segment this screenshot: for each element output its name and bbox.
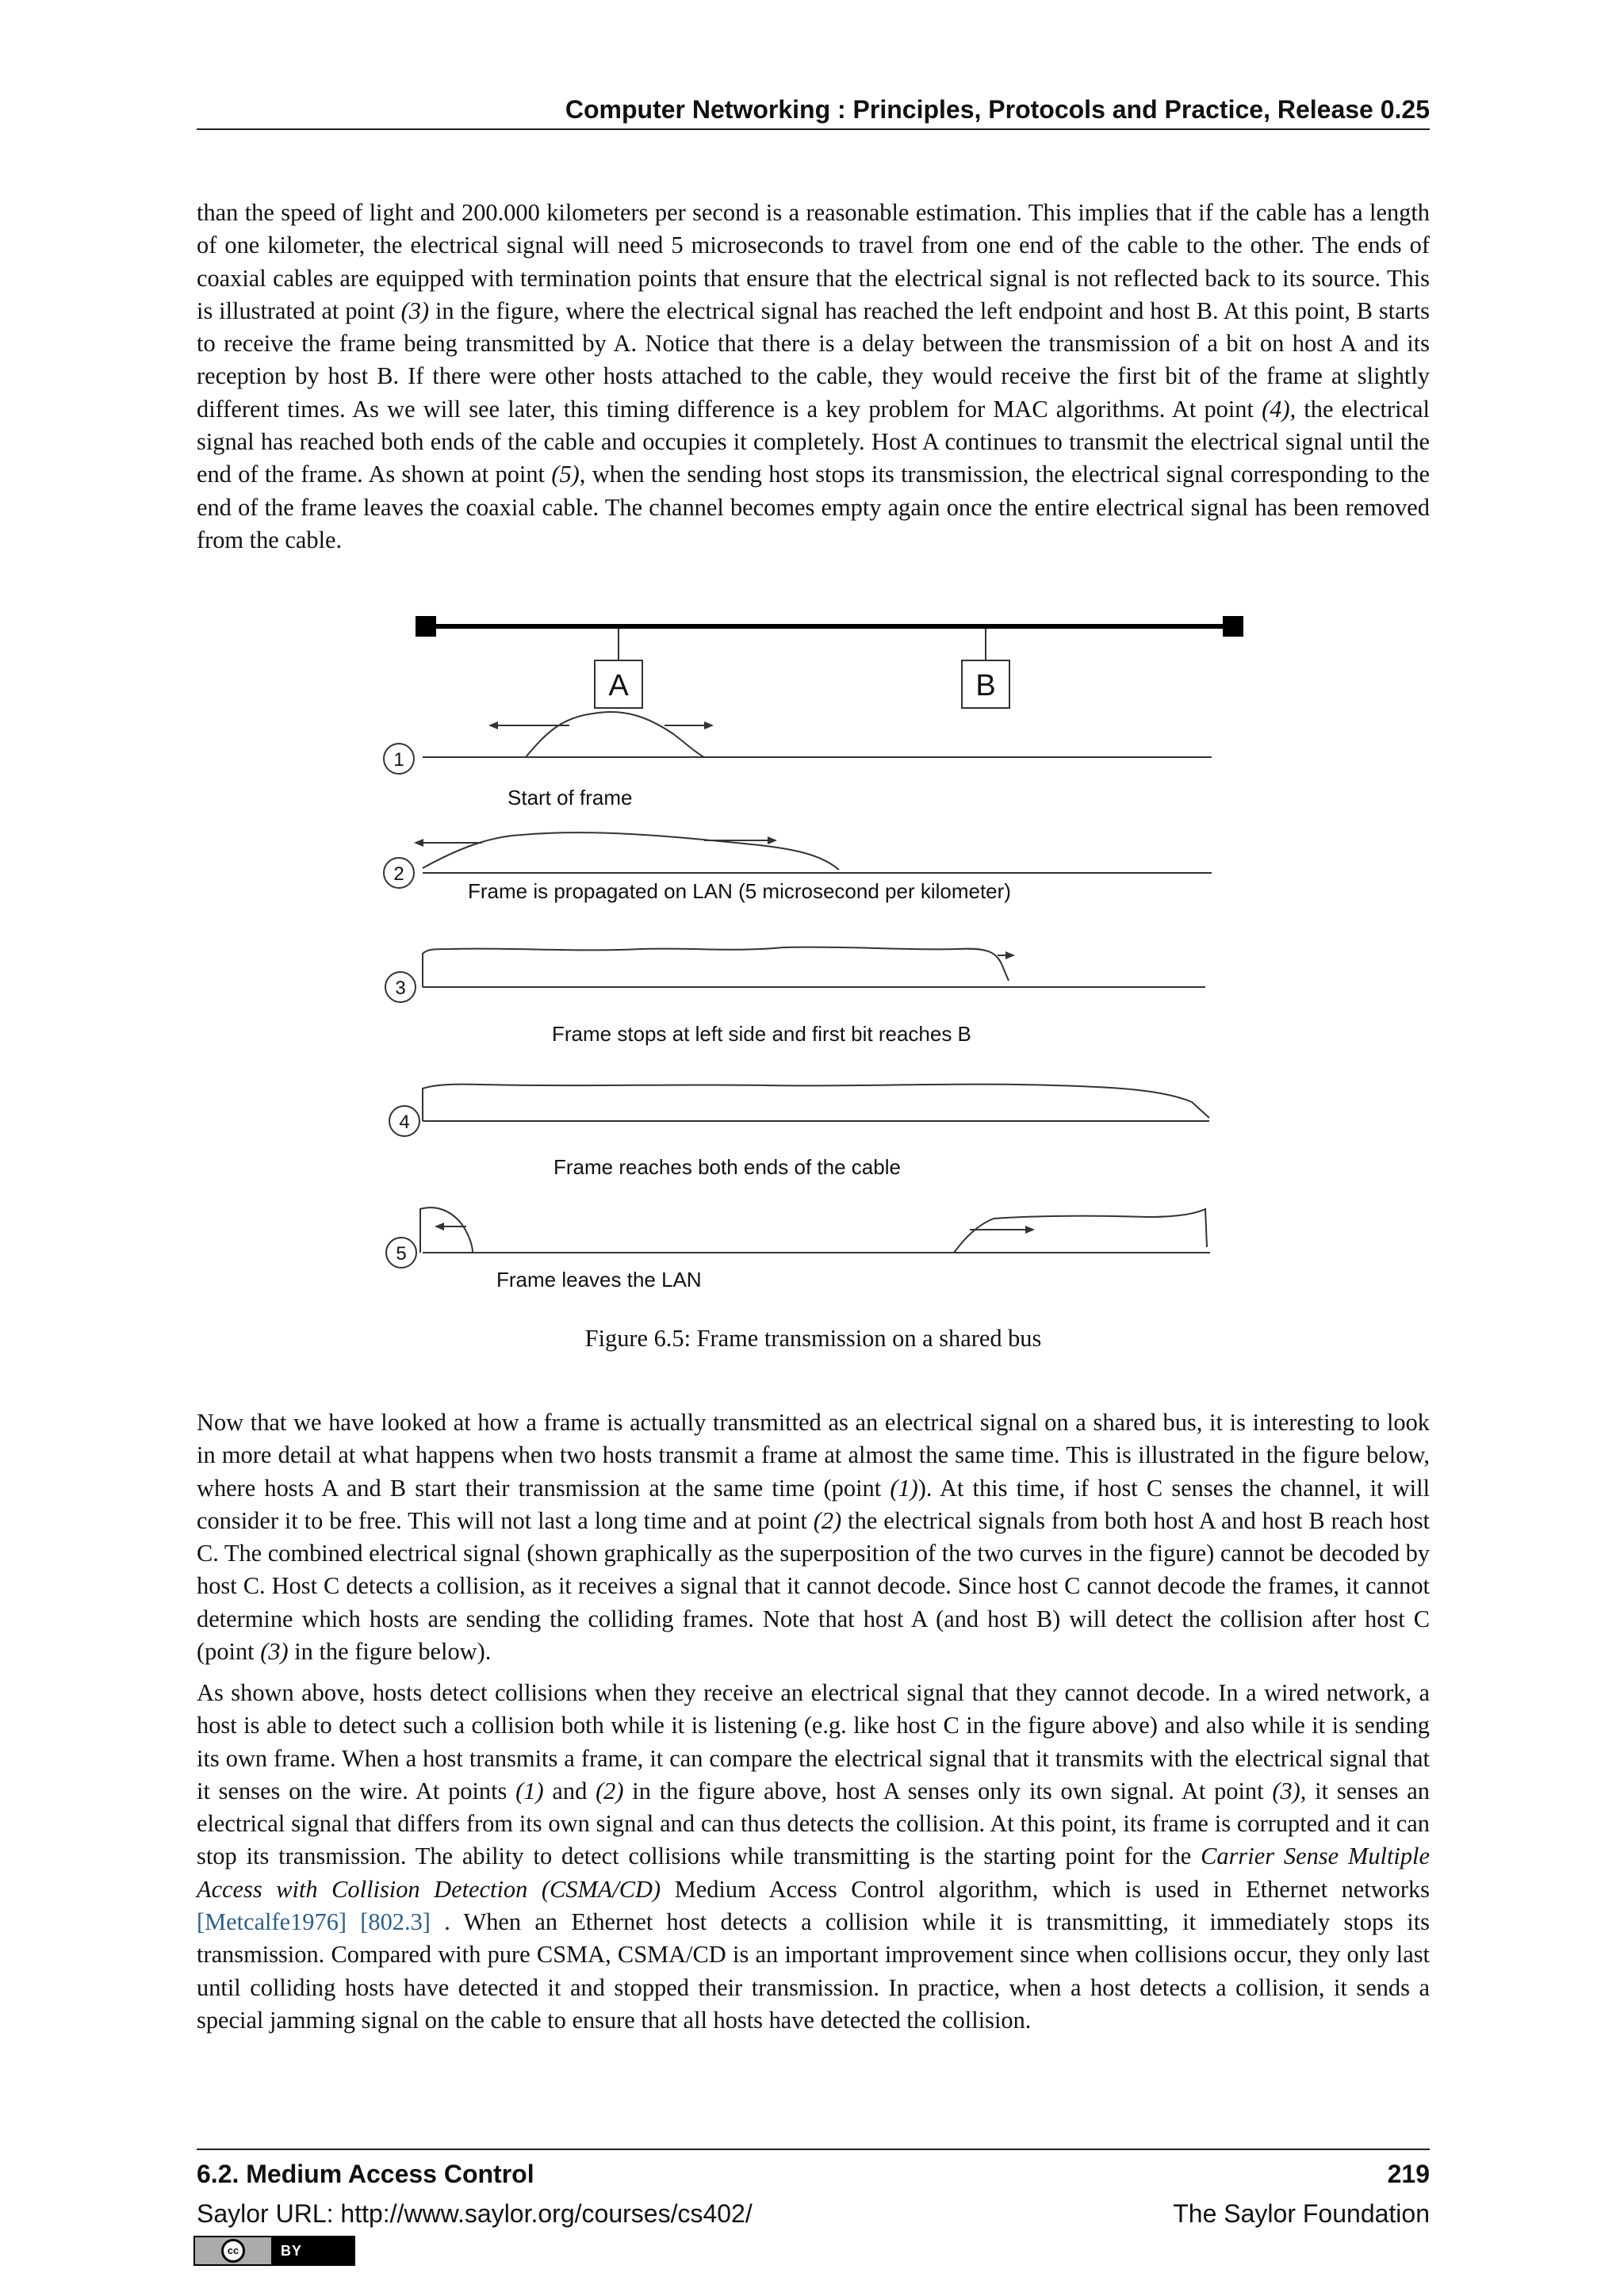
step-3-signal: [423, 947, 1009, 987]
footer-page-number: 219: [1387, 2160, 1430, 2188]
step-3-number: 3: [395, 978, 406, 999]
paragraph-3: [197, 1677, 1430, 2037]
cc-license-badge[interactable]: [193, 2236, 355, 2266]
p2-text-6: in the figure below).: [288, 1638, 492, 1666]
p3-text-4: in the figure above, host A senses only its own signal. At point: [623, 1777, 1273, 1804]
host-a-label: A: [608, 669, 629, 702]
p1-text-0: than the speed of light and 200.000 kilometers per second is a reasonable estimation. This implies that if the cable has a length of one kilometer, the electrical signal will need 5 microseconds to travel from one end of the cable to the other. The ends of coaxial cables are equipped with termination points that ensure that the electrical signal is not reflected back to its source. This is illustrated at point: [197, 199, 1430, 324]
p2-text-0: Now that we have looked at how a frame is actually transmitted as an electrical signal on a shared bus, it is interesting to look in more detail at what happens when two hosts transmit a frame at almost the same time. This is illustrated in the figure below, where hosts A and B start their transmission at the same time (point: [197, 1409, 1430, 1502]
p2-ref-1: (1): [890, 1474, 918, 1502]
step-4-label: Frame reaches both ends of the cable: [553, 1155, 901, 1179]
header-divider: [197, 128, 1430, 130]
bus-diagram: [197, 607, 1430, 1304]
cc-icon: cc: [221, 2239, 245, 2263]
bus-terminator-left: [416, 616, 436, 637]
p3-term-csmacd: Carrier Sense Multiple Access with Collision Detection (CSMA/CD): [197, 1843, 1430, 1903]
p3-ref-2: (2): [596, 1777, 624, 1804]
footer-section-row: [197, 2158, 1430, 2190]
step-2-signal: [423, 832, 839, 870]
step-3-label: Frame stops at left side and first bit reaches B: [552, 1022, 971, 1046]
p3-text-0: As shown above, hosts detect collisions when they receive an electrical signal that they cannot decode. In a wired network, a host is able to detect such a collision both while it is listening (e.g. like host C in the figure above) and also while it is sending its own frame. When a host transmits a frame, it can compare the electrical signal that it transmits with the electrical signal that it senses on the wire. At points: [197, 1679, 1430, 1804]
p1-text-2: in the figure, where the electrical signal has reached the left endpoint and host B. At this point, B starts to receive the frame being transmitted by A. Notice that there is a delay between the transmission of a bit on host A and its reception by host B. If there were other hosts attached to the cable, they would receive the first bit of the frame at slightly different times. As we will see later, this timing difference is a key problem for MAC algorithms. At point: [197, 297, 1430, 423]
p1-ref-4: (4): [1262, 395, 1290, 423]
p1-text-4: , the electrical signal has reached both ends of the cable and occupies it completely. Host A continues to transmit the electrical signal until the end of the frame. As shown at point: [197, 395, 1430, 488]
p2-text-4: the electrical signals from both host A and host B reach host C. The combined electrical signal (shown graphically as the superposition of the two curves in the figure) cannot be decoded by host C. Host C detects a collision, as it receives a signal that it cannot decode. Since host C cannot decode the frames, it cannot determine which hosts are sending the colliding frames. Note that host A (and host B) will detect the collision after host C (point: [197, 1506, 1431, 1666]
p2-ref-2: (2): [813, 1506, 842, 1534]
p3-text-6: , it senses an electrical signal that differs from its own signal and can thus detects the collision. At this point, its frame is corrupted and it can stop its transmission. The ability to detect collisions while transmitting is the starting point for the: [197, 1777, 1430, 1870]
p3-ref-3: (3): [1272, 1777, 1300, 1804]
footer-publisher: The Saylor Foundation: [1173, 2199, 1430, 2228]
footer-divider: [197, 2149, 1430, 2150]
step-1-label: Start of frame: [508, 786, 633, 809]
cc-by-label: BY: [281, 2242, 303, 2259]
p3-text-2: and: [543, 1777, 596, 1804]
step-5-signal-right: [954, 1209, 1207, 1253]
p3-text-10: . When an Ethernet host detects a collision while it is transmitting, it immediately stops its transmission. Compared with pure CSMA, CSMA/CD is an important improvement since when collisions occur, they only last until colliding hosts have detected it and stopped their transmission. In practice, when a host detects a collision, it sends a special jamming signal on the cable to ensure that all hosts have detected the collision.: [197, 1908, 1430, 2034]
p3-ref-1: (1): [515, 1777, 544, 1804]
paragraph-1: [197, 197, 1430, 557]
citation-link[interactable]: [Metcalfe1976] [802.3]: [197, 1908, 431, 1936]
step-2-label: Frame is propagated on LAN (5 microsecond per kilometer): [468, 879, 1011, 903]
step-2-number: 2: [393, 863, 404, 885]
p2-text-2: ). At this time, if host C senses the channel, it will consider it to be free. This will not last a long time and at point: [197, 1474, 1431, 1534]
bus-terminator-right: [1223, 616, 1243, 637]
host-b-label: B: [975, 669, 996, 702]
p3-text-8: Medium Access Control algorithm, which is used in Ethernet networks: [661, 1875, 1431, 1903]
p1-ref-5: (5): [551, 461, 580, 488]
figure-caption: Figure 6.5: Frame transmission on a shared bus: [584, 1325, 1042, 1352]
step-5-signal-left: [420, 1207, 473, 1253]
cc-logo: [195, 2237, 271, 2264]
figure-frame-transmission: [197, 607, 1430, 1304]
p2-ref-3: (3): [260, 1638, 289, 1666]
p1-text-6: , when the sending host stops its transmission, the electrical signal corresponding to the end of the frame leaves the coaxial cable. The channel becomes empty again once the entire electrical signal has been removed from the cable.: [197, 461, 1430, 553]
footer-source-row: [197, 2198, 1430, 2229]
step-4-number: 4: [399, 1112, 410, 1133]
step-5-label: Frame leaves the LAN: [496, 1268, 702, 1292]
footer-url[interactable]: Saylor URL: http://www.saylor.org/courses/cs402/: [197, 2199, 753, 2228]
step-5-number: 5: [396, 1243, 407, 1265]
paragraph-2: [197, 1406, 1430, 1668]
step-1-number: 1: [393, 749, 404, 771]
p1-ref-3: (3): [400, 297, 430, 324]
running-header: Computer Networking : Principles, Protocols and Practice, Release 0.25: [565, 95, 1430, 124]
footer-section-title: 6.2. Medium Access Control: [197, 2160, 534, 2188]
step-4-signal: [423, 1085, 1209, 1121]
step-1-signal: [526, 712, 704, 757]
